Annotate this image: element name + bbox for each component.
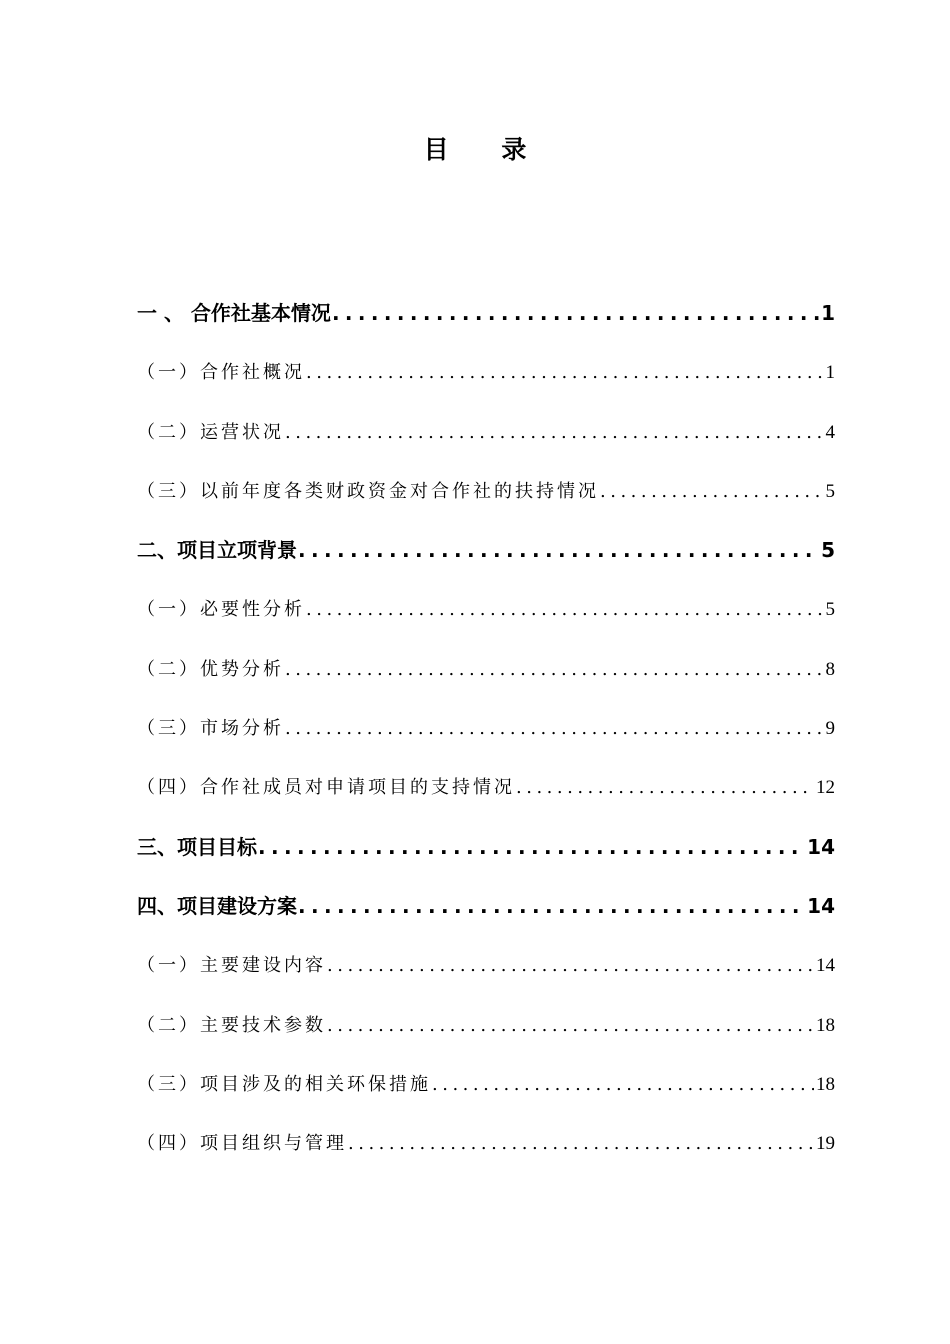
toc-entry[interactable] — [137, 403, 835, 462]
toc-entry-label: （二）主要技术参数 — [137, 1014, 326, 1036]
toc-entry[interactable] — [137, 343, 835, 402]
toc-entry-page: 4 — [825, 421, 835, 443]
toc-entry-page: 5 — [825, 480, 835, 502]
toc-leader-dots — [432, 1055, 814, 1114]
toc-leader-dots — [306, 580, 824, 639]
toc-entry-page: 14 — [807, 834, 835, 859]
toc-leader-dots — [285, 640, 824, 699]
toc-leader-dots — [298, 877, 805, 936]
toc-entry[interactable] — [137, 996, 835, 1055]
toc-entry[interactable] — [137, 936, 835, 995]
toc-entry-label: 二、项目立项背景 — [137, 538, 297, 563]
toc-entry-page: 19 — [816, 1133, 835, 1155]
toc-entry-label: （一）主要建设内容 — [137, 955, 326, 977]
toc-leader-dots — [306, 343, 824, 402]
toc-entry[interactable] — [137, 818, 835, 877]
toc-entry[interactable] — [137, 284, 835, 343]
toc-entry-page: 8 — [825, 658, 835, 680]
toc-entry[interactable] — [137, 877, 835, 936]
toc-entry[interactable] — [137, 1055, 835, 1114]
toc-entry-page: 12 — [816, 777, 835, 799]
toc-entry[interactable] — [137, 462, 835, 521]
toc-leader-dots — [285, 403, 824, 462]
toc-entry-label: 四、项目建设方案 — [137, 893, 297, 918]
toc-entry-label: （四）项目组织与管理 — [137, 1133, 347, 1155]
toc-entry[interactable] — [137, 699, 835, 758]
toc-leader-dots — [298, 521, 819, 580]
toc-leader-dots — [332, 284, 819, 343]
toc-entry-label: 三、项目目标 — [137, 834, 257, 859]
toc-entry[interactable] — [137, 640, 835, 699]
toc-entry-page: 18 — [816, 1073, 835, 1095]
toc-entry-label: （二）优势分析 — [137, 658, 284, 680]
toc-entry-page: 14 — [807, 893, 835, 918]
toc-leader-dots — [327, 996, 814, 1055]
toc-entry-label: 一 、 合作社基本情况 — [137, 301, 331, 325]
toc-entry-page: 18 — [816, 1014, 835, 1036]
toc-entry-label: （三）以前年度各类财政资金对合作社的扶持情况 — [137, 480, 599, 502]
toc-entry-label: （四）合作社成员对申请项目的支持情况 — [137, 777, 515, 799]
toc-leader-dots — [258, 818, 805, 877]
toc-title: 目 录 — [423, 135, 549, 164]
toc-entry-label: （一）合作社概况 — [137, 362, 305, 384]
toc-entry-page: 5 — [821, 538, 835, 563]
toc-entry[interactable] — [137, 580, 835, 639]
toc-entry-page: 9 — [825, 718, 835, 740]
toc-entry-label: （三）项目涉及的相关环保措施 — [137, 1073, 431, 1095]
toc-entry-label: （三）市场分析 — [137, 718, 284, 740]
toc-entry-page: 1 — [825, 362, 835, 384]
toc-leader-dots — [600, 462, 824, 521]
toc-leader-dots — [348, 1114, 814, 1173]
toc-entry-page: 14 — [816, 955, 835, 977]
toc-entry[interactable] — [137, 1114, 835, 1173]
toc-leader-dots — [327, 936, 814, 995]
toc-leader-dots — [285, 699, 824, 758]
toc-list — [137, 284, 835, 1173]
toc-leader-dots — [516, 758, 814, 817]
toc-entry-page: 5 — [825, 599, 835, 621]
toc-entry[interactable] — [137, 521, 835, 580]
toc-entry-label: （二）运营状况 — [137, 421, 284, 443]
toc-entry[interactable] — [137, 758, 835, 817]
toc-entry-page: 1 — [821, 301, 835, 325]
toc-entry-label: （一）必要性分析 — [137, 599, 305, 621]
